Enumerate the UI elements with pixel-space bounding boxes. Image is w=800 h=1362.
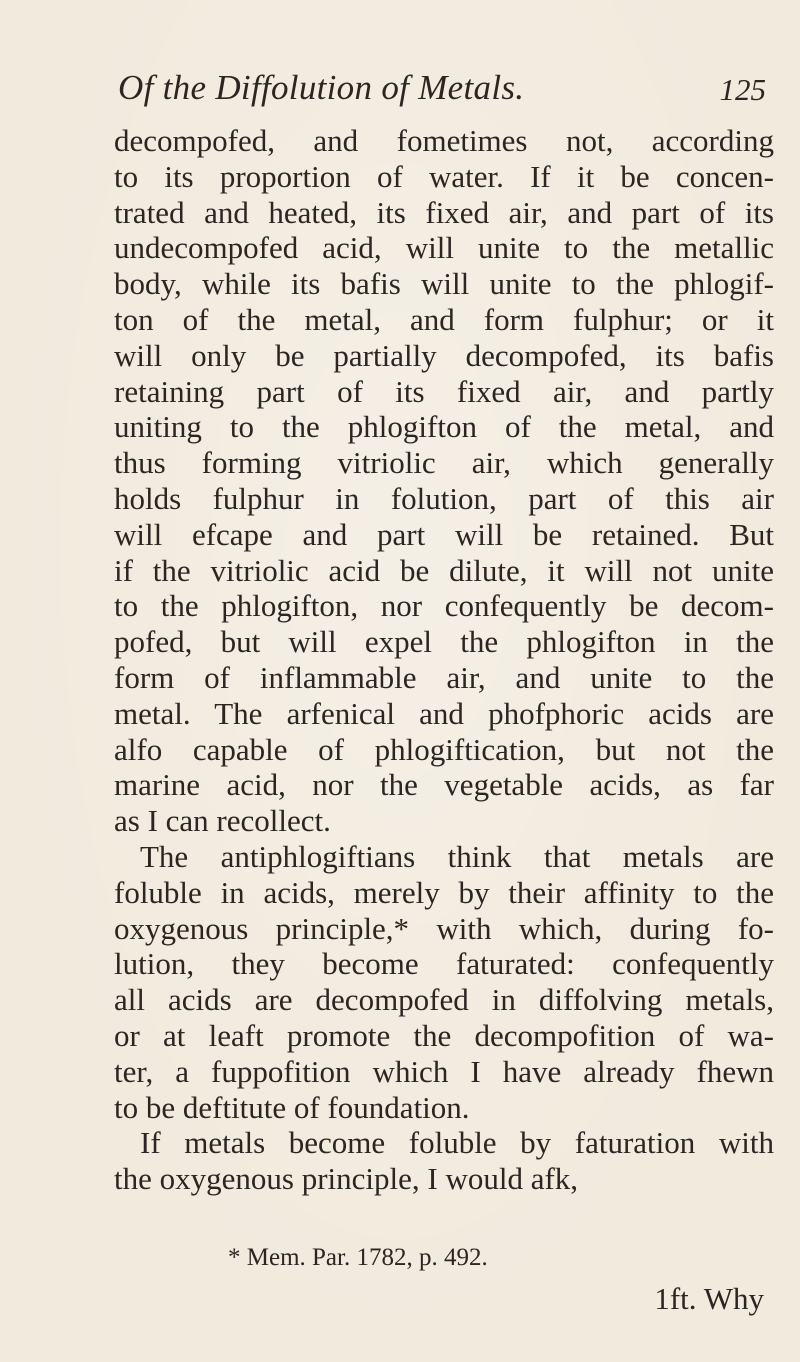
page-number: 125: [719, 72, 766, 107]
text-line: lution, they become faturated: confequently: [114, 946, 774, 982]
text-line: will only be partially decompofed, its bafis: [114, 337, 774, 373]
text-line: as I can recollect.: [114, 803, 331, 839]
running-head-title: Of the Diffolution of Metals.: [118, 68, 525, 107]
paragraph-start-line: If metals become foluble by faturation with: [140, 1125, 774, 1161]
text-line: trated and heated, its fixed air, and part of its: [114, 194, 774, 230]
text-line: body, while its bafis will unite to the phlogif-: [114, 266, 774, 302]
text-line: pofed, but will expel the phlogifton in the: [114, 624, 774, 660]
text-line: decompofed, and fometimes not, according: [114, 123, 774, 158]
text-line: ton of the metal, and form fulphur; or it: [114, 301, 774, 337]
text-line: retaining part of its fixed air, and partly: [114, 373, 774, 409]
text-line: to its proportion of water. If it be concen-: [114, 158, 774, 194]
paragraph-start-line: The antiphlogiftians think that metals are: [140, 838, 774, 874]
text-line: oxygenous principle,* with which, during fo-: [114, 910, 774, 946]
footnote: * Mem. Par. 1782, p. 492.: [228, 1244, 488, 1271]
text-line: the oxygenous principle, I would afk,: [114, 1161, 579, 1197]
text-line: undecompofed acid, will unite to the metallic: [114, 230, 774, 266]
text-line: to be deftitute of foundation.: [114, 1089, 470, 1125]
text-line: foluble in acids, merely by their affinity to the: [114, 874, 774, 910]
text-line: metal. The arfenical and phofphoric acids are: [114, 695, 774, 731]
text-line: uniting to the phlogifton of the metal, and: [114, 409, 774, 445]
text-line: ter, a fuppofition which I have already fhewn: [114, 1053, 774, 1089]
body-text: [114, 123, 774, 1197]
text-line: alfo capable of phlogiftication, but not the: [114, 731, 774, 767]
running-head: [118, 68, 766, 112]
text-line: all acids are decompofed in diffolving metals,: [114, 982, 774, 1018]
text-line: will efcape and part will be retained. But: [114, 516, 774, 552]
text-line: if the vitriolic acid be dilute, it will not unite: [114, 552, 774, 588]
text-line: holds fulphur in folution, part of this air: [114, 480, 774, 516]
text-line: form of inflammable air, and unite to the: [114, 659, 774, 695]
text-line: or at leaft promote the decompofition of wa-: [114, 1017, 774, 1053]
text-line: to the phlogifton, nor confequently be decom-: [114, 588, 774, 624]
text-line: thus forming vitriolic air, which generally: [114, 445, 774, 481]
text-line: marine acid, nor the vegetable acids, as far: [114, 767, 774, 803]
catchword: 1ft. Why: [654, 1281, 764, 1316]
